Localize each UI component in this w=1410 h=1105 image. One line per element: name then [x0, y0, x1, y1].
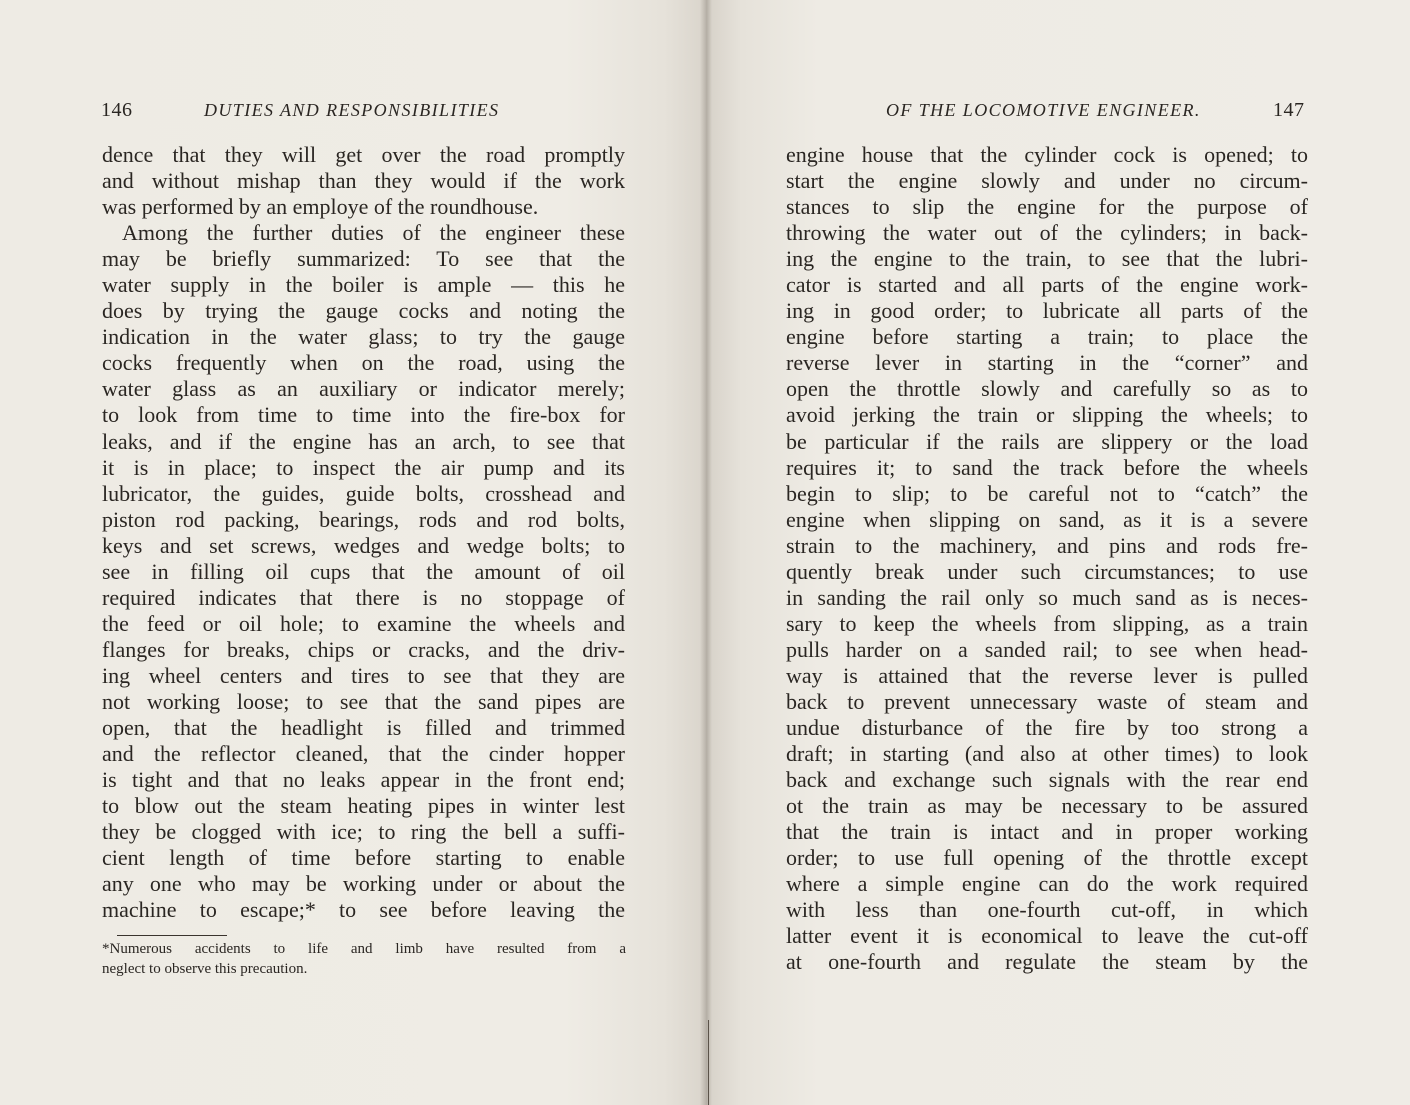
- left-body-text: [102, 142, 625, 923]
- text-line: see in filling oil cups that the amount of oil: [102, 558, 625, 584]
- footnote-line: neglect to observe this precaution.: [102, 961, 308, 977]
- text-line: with less than one-fourth cut-off, in which: [786, 897, 1308, 923]
- text-line: leaks, and if the engine has an arch, to see that: [102, 428, 625, 454]
- text-line: stances to slip the engine for the purpose of: [786, 194, 1308, 220]
- text-line: engine before starting a train; to place the: [786, 324, 1308, 350]
- page-number-left: 146: [101, 99, 133, 121]
- text-line: to blow out the steam heating pipes in winter lest: [102, 793, 625, 819]
- text-line: ing wheel centers and tires to see that they are: [102, 662, 625, 688]
- text-line: engine when slipping on sand, as it is a severe: [786, 506, 1308, 532]
- page-number-right: 147: [1273, 99, 1305, 121]
- text-line: that the train is intact and in proper working: [786, 819, 1308, 845]
- right-body-text: [786, 142, 1308, 976]
- text-line: way is attained that the reverse lever is pulled: [786, 662, 1308, 688]
- text-line: the feed or oil hole; to examine the wheels and: [102, 610, 625, 636]
- text-line: be particular if the rails are slippery or the load: [786, 428, 1308, 454]
- text-line: was performed by an employe of the roundhouse.: [102, 194, 539, 220]
- text-line: start the engine slowly and under no circum-: [786, 168, 1308, 194]
- text-line: back to prevent unnecessary waste of steam and: [786, 688, 1308, 714]
- text-line: throwing the water out of the cylinders; in back-: [786, 220, 1308, 246]
- text-line: at one-fourth and regulate the steam by the: [786, 949, 1308, 975]
- text-line: pulls harder on a sanded rail; to see when head-: [786, 636, 1308, 662]
- text-line: water supply in the boiler is ample — this he: [102, 272, 625, 298]
- text-line: begin to slip; to be careful not to “catch” the: [786, 480, 1308, 506]
- text-line: flanges for breaks, chips or cracks, and the driv-: [102, 636, 625, 662]
- text-line: quently break under such circumstances; to use: [786, 558, 1308, 584]
- right-page: [706, 0, 1410, 1105]
- text-line: and without mishap than they would if the work: [102, 168, 625, 194]
- text-line: reverse lever in starting in the “corner” and: [786, 350, 1308, 376]
- text-line: does by trying the gauge cocks and noting the: [102, 298, 625, 324]
- text-line: not working loose; to see that the sand pipes are: [102, 688, 625, 714]
- text-line: draft; in starting (and also at other times) to look: [786, 741, 1308, 767]
- running-head-right: OF THE LOCOMOTIVE ENGINEER.: [886, 100, 1201, 120]
- text-line: ot the train as may be necessary to be assured: [786, 793, 1308, 819]
- text-line: Among the further duties of the engineer these: [122, 220, 625, 246]
- text-line: lubricator, the guides, guide bolts, crosshead and: [102, 480, 625, 506]
- text-line: back and exchange such signals with the rear end: [786, 767, 1308, 793]
- text-line: they be clogged with ice; to ring the bell a suffi-: [102, 819, 625, 845]
- text-line: cator is started and all parts of the engine work-: [786, 272, 1308, 298]
- text-line: requires it; to sand the track before the wheels: [786, 454, 1308, 480]
- text-line: strain to the machinery, and pins and rods fre-: [786, 532, 1308, 558]
- text-line: cient length of time before starting to enable: [102, 845, 625, 871]
- text-line: order; to use full opening of the throttle except: [786, 845, 1308, 871]
- text-line: sary to keep the wheels from slipping, as a train: [786, 610, 1308, 636]
- text-line: to look from time to time into the fire-box for: [102, 402, 625, 428]
- running-head-left: DUTIES AND RESPONSIBILITIES: [204, 100, 500, 120]
- text-line: machine to escape;* to see before leaving the: [102, 897, 625, 923]
- text-line: open the throttle slowly and carefully so as to: [786, 376, 1308, 402]
- text-line: may be briefly summarized: To see that the: [102, 246, 625, 272]
- text-line: avoid jerking the train or slipping the wheels; to: [786, 402, 1308, 428]
- text-line: latter event it is economical to leave the cut-off: [786, 923, 1308, 949]
- text-line: in sanding the rail only so much sand as is neces-: [786, 584, 1308, 610]
- text-line: indication in the water glass; to try the gauge: [102, 324, 625, 350]
- text-line: ing the engine to the train, to see that the lubri-: [786, 246, 1308, 272]
- text-line: it is in place; to inspect the air pump and its: [102, 454, 625, 480]
- text-line: undue disturbance of the fire by too strong a: [786, 715, 1308, 741]
- text-line: piston rod packing, bearings, rods and rod bolts,: [102, 506, 625, 532]
- text-line: any one who may be working under or about the: [102, 871, 625, 897]
- text-line: keys and set screws, wedges and wedge bolts; to: [102, 532, 625, 558]
- text-line: where a simple engine can do the work required: [786, 871, 1308, 897]
- text-line: ing in good order; to lubricate all parts of the: [786, 298, 1308, 324]
- text-line: and the reflector cleaned, that the cinder hopper: [102, 741, 625, 767]
- footnote-rule: [117, 935, 227, 936]
- text-line: required indicates that there is no stoppage of: [102, 584, 625, 610]
- text-line: dence that they will get over the road promptly: [102, 142, 625, 167]
- text-line: open, that the headlight is filled and trimmed: [102, 715, 625, 741]
- text-line: is tight and that no leaks appear in the front end;: [102, 767, 625, 793]
- text-line: cocks frequently when on the road, using the: [102, 350, 625, 376]
- book-gutter: [700, 0, 712, 1105]
- text-line: engine house that the cylinder cock is opened; to: [786, 142, 1308, 167]
- footnote: [102, 939, 626, 979]
- gutter-shadow-line: [708, 1020, 709, 1105]
- text-line: water glass as an auxiliary or indicator merely;: [102, 376, 625, 402]
- footnote-line: *Numerous accidents to life and limb have resulted from a: [102, 941, 626, 957]
